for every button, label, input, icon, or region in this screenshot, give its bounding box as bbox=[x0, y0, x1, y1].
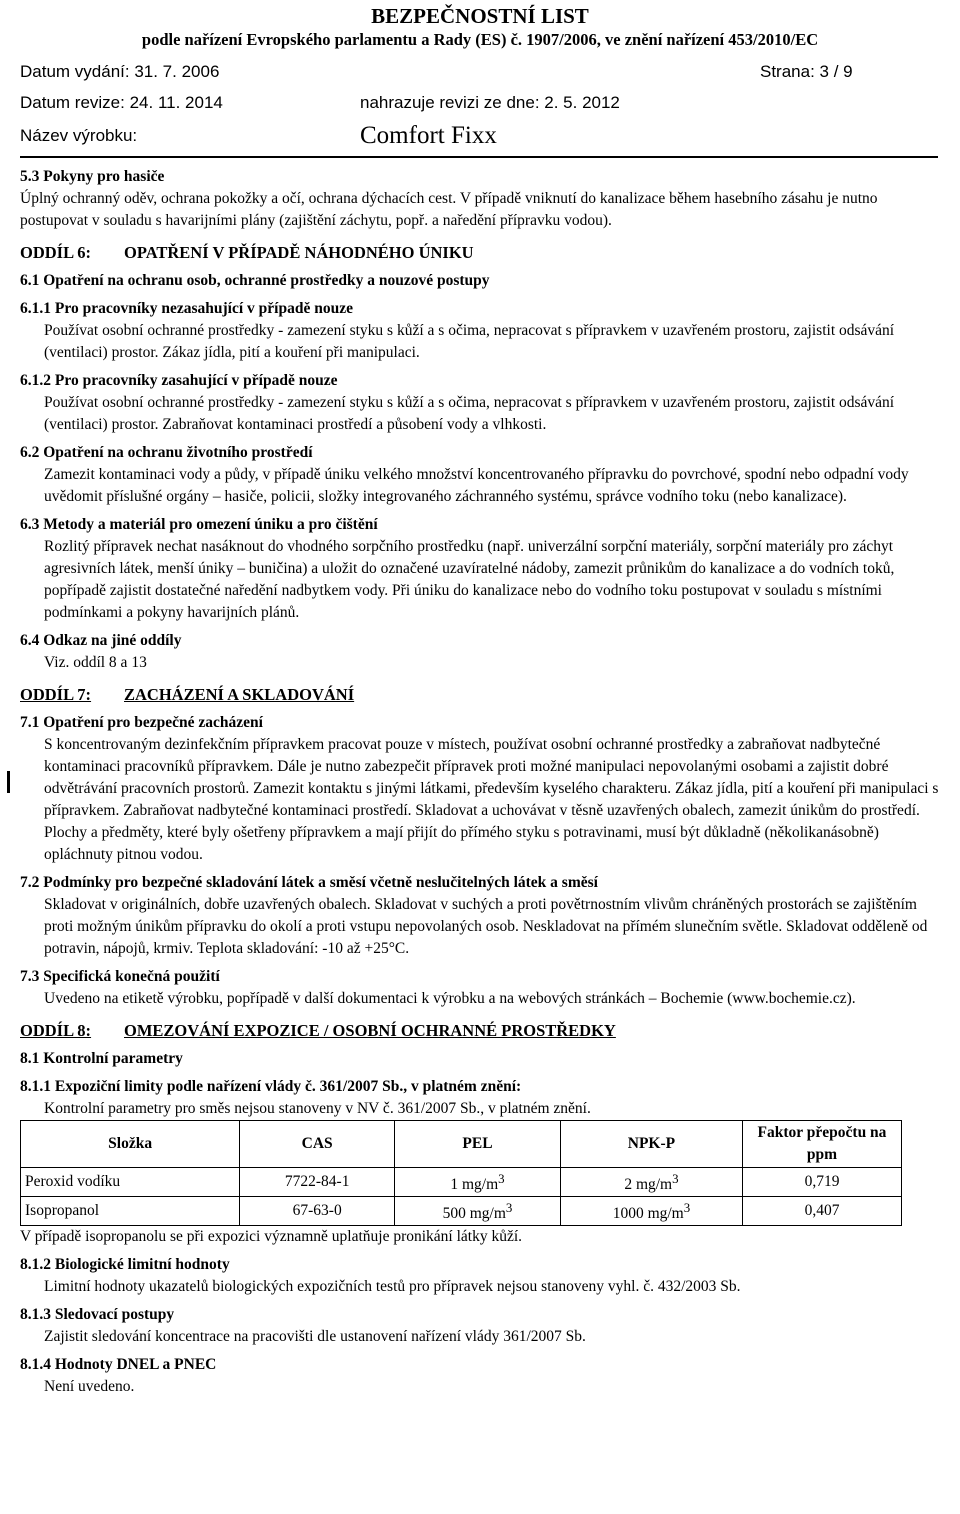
table-header: NPK-P bbox=[560, 1121, 742, 1168]
document-subtitle: podle nařízení Evropského parlamentu a Rady (ES) č. 1907/2006, ve znění nařízení 453/2010/EC bbox=[141, 30, 819, 49]
section-8-1-1-heading: 8.1.1 Expoziční limity podle nařízení vlády č. 361/2007 Sb., v platném znění: bbox=[20, 1078, 522, 1095]
table-cell: 67-63-0 bbox=[240, 1197, 395, 1226]
section-8-1-2-heading: 8.1.2 Biologické limitní hodnoty bbox=[20, 1256, 230, 1274]
section-5-3-heading: 5.3 Pokyny pro hasiče bbox=[20, 168, 165, 185]
superscript: 3 bbox=[672, 1171, 679, 1186]
table-header-row bbox=[21, 1121, 902, 1168]
superscript: 3 bbox=[498, 1171, 505, 1186]
table-cell: 0,407 bbox=[743, 1197, 902, 1226]
table-cell: 0,719 bbox=[743, 1168, 902, 1197]
table-header: PEL bbox=[395, 1121, 561, 1168]
section-7-1-text: S koncentrovaným dezinfekčním přípravkem pracovat pouze v místech, používat osobní ochranné prostředky a zabraňovat nadbytečné kontaminaci pracovníků přípravkem. Dále je nutno zabezpečit přípravek proti možné manipulaci nepovolanými osobami a zajistit dobré odvětrávání pracovních prostorů. Zamezit kontaktu s jinými látkami, především kyselého charakteru. Zákaz jídla, pití a kouření při manipulaci s přípravkem. Zabraňovat nadbytečné kontaminaci prostředí. Skladovat a uchovávat v těsně uzavřených obalech, zamezit únikům do prostředí. Plochy a předměty, které byly ošetřeny přípravkem a mají přijít do přímého styku s potravinami, musí být důkladně (několikanásobně) opláchnuty pitnou vodou. bbox=[44, 736, 939, 863]
table-cell: Isopropanol bbox=[21, 1197, 240, 1226]
section-8-1-1-text: Kontrolní parametry pro směs nejsou stanoveny v NV č. 361/2007 Sb., v platném znění. bbox=[44, 1100, 591, 1117]
table-row bbox=[21, 1197, 902, 1226]
section-6-2-text: Zamezit kontaminaci vody a půdy, v případě úniku velkého množství koncentrovaného přípravku do povrchové, spodní nebo odpadní vody uvědomit příslušné orgány – hasiče, policii, složky integrovaného záchranného systému, správce vodního toku (nebo kanalizace). bbox=[44, 466, 909, 505]
table-header: CAS bbox=[240, 1121, 395, 1168]
header-divider bbox=[20, 156, 938, 158]
section-6-2-heading: 6.2 Opatření na ochranu životního prostředí bbox=[20, 444, 313, 461]
table-cell: 7722-84-1 bbox=[240, 1168, 395, 1197]
section-8-heading bbox=[20, 1020, 940, 1042]
unit-value: 2 mg/m bbox=[624, 1176, 673, 1194]
section-6-heading bbox=[20, 242, 940, 264]
table-cell bbox=[560, 1168, 742, 1197]
document-title: BEZPEČNOSTNÍ LIST bbox=[371, 4, 589, 28]
table-cell bbox=[395, 1168, 561, 1197]
section-6-4-text: Viz. oddíl 8 a 13 bbox=[44, 654, 147, 671]
unit-value: 1000 mg/m bbox=[612, 1205, 684, 1223]
section-6-3-text: Rozlitý přípravek nechat nasáknout do vhodného sorpčního prostředku (např. univerzální sorpční materiály, sorpční materiály pro záchyt agresivních látek, menší úniky – buničina) a uložit do označené uzavíratelné nádoby, zamezit průnikům do kanalizace a do vodních toků, popřípadě zajistit dostatečné naředění nadbytkem vody. Při úniku do kanalizace nebo do vodního toku postupovat v souladu s místními podmínkami a pokyny havarijních plánů. bbox=[44, 538, 895, 621]
header-row-3 bbox=[20, 122, 935, 152]
section-8-title: OMEZOVÁNÍ EXPOZICE / OSOBNÍ OCHRANNÉ PROSTŘEDKY bbox=[124, 1021, 616, 1040]
section-7-title: ZACHÁZENÍ A SKLADOVÁNÍ bbox=[124, 685, 355, 704]
section-5-3-text: Úplný ochranný oděv, ochrana pokožky a očí, ochrana dýchacích cest. V případě vniknutí do kanalizace během hasebního zásahu je nutno postupovat v souladu s havarijními plány (zajištění záchytu, popř. a naředění přípravku vodou). bbox=[20, 190, 878, 229]
header-row-2 bbox=[20, 93, 935, 119]
section-8-1-2-text: Limitní hodnoty ukazatelů biologických expozičních testů pro přípravek nejsou stanoveny vyhl. č. 432/2003 Sb. bbox=[44, 1278, 741, 1296]
section-7-1-heading: 7.1 Opatření pro bezpečné zacházení bbox=[20, 714, 263, 731]
section-7-2-text: Skladovat v originálních, dobře uzavřených obalech. Skladovat v suchých a proti povětrnostním vlivům chráněných prostorách se zajištěním proti možným únikům přípravku do okolí a proti vstupu nepovolaných osob. Neskladovat na přímém slunečním světle. Skladovat odděleně od potravin, nápojů, krmiv. Teplota skladování: -10 až +25°C. bbox=[44, 896, 928, 957]
table-cell: Peroxid vodíku bbox=[21, 1168, 240, 1197]
issue-date: Datum vydání: 31. 7. 2006 bbox=[20, 62, 220, 81]
table-row bbox=[21, 1168, 902, 1197]
section-6-number: ODDÍL 6: bbox=[20, 243, 92, 262]
header-row-1 bbox=[20, 62, 935, 88]
superscript: 3 bbox=[683, 1200, 691, 1216]
product-name: Comfort Fixx bbox=[360, 122, 497, 149]
section-6-title: OPATŘENÍ V PŘÍPADĚ NÁHODNÉHO ÚNIKU bbox=[124, 243, 474, 262]
table-cell bbox=[395, 1197, 561, 1226]
section-6-1-2-text: Používat osobní ochranné prostředky - zamezení styku s kůží a s očima, nepracovat s přípravkem v uzavřeném prostoru, zajistit odsávání (ventilaci) prostor. Zabraňovat kontaminaci prostředí a působení vody a vlhkosti. bbox=[44, 394, 895, 433]
table-cell bbox=[560, 1197, 742, 1226]
replaces-revision: nahrazuje revizi ze dne: 2. 5. 2012 bbox=[360, 93, 620, 112]
exposure-limits-table bbox=[20, 1120, 902, 1226]
revision-date: Datum revize: 24. 11. 2014 bbox=[20, 93, 223, 112]
section-6-4-heading: 6.4 Odkaz na jiné oddíly bbox=[20, 632, 182, 649]
section-6-1-1-heading: 6.1.1 Pro pracovníky nezasahující v případě nouze bbox=[20, 300, 353, 317]
section-8-1-4-heading: 8.1.4 Hodnoty DNEL a PNEC bbox=[20, 1356, 217, 1374]
table-header: Složka bbox=[21, 1121, 240, 1168]
table-note: V případě isopropanolu se při expozici významně uplatňuje pronikání látky kůží. bbox=[20, 1228, 523, 1246]
section-7-number: ODDÍL 7: bbox=[20, 685, 92, 704]
superscript: 3 bbox=[505, 1200, 513, 1216]
section-8-1-3-heading: 8.1.3 Sledovací postupy bbox=[20, 1306, 175, 1324]
page-number: Strana: 3 / 9 bbox=[760, 62, 853, 81]
section-6-3-heading: 6.3 Metody a materiál pro omezení úniku a pro čištění bbox=[20, 516, 378, 533]
section-8-1-heading: 8.1 Kontrolní parametry bbox=[20, 1050, 183, 1067]
product-label: Název výrobku: bbox=[20, 126, 138, 145]
revision-change-bar bbox=[7, 771, 10, 793]
document-body bbox=[20, 166, 940, 1398]
table-header: Faktor přepočtu na ppm bbox=[743, 1121, 902, 1168]
section-8-number: ODDÍL 8: bbox=[20, 1021, 92, 1040]
section-8-1-3-text: Zajistit sledování koncentrace na pracovišti dle ustanovení nařízení vlády 361/2007 Sb. bbox=[44, 1328, 586, 1346]
section-6-1-2-heading: 6.1.2 Pro pracovníky zasahující v případě nouze bbox=[20, 372, 338, 389]
section-7-3-text: Uvedeno na etiketě výrobku, popřípadě v další dokumentaci k výrobku a na webových stránkách – Bochemie (www.bochemie.cz). bbox=[44, 990, 856, 1007]
section-7-heading bbox=[20, 684, 940, 706]
section-8-1-4-text: Není uvedeno. bbox=[44, 1378, 135, 1396]
section-6-1-heading: 6.1 Opatření na ochranu osob, ochranné prostředky a nouzové postupy bbox=[20, 272, 490, 289]
section-6-1-1-text: Používat osobní ochranné prostředky - zamezení styku s kůží a s očima, nepracovat s přípravkem v uzavřeném prostoru, zajistit odsávání (ventilaci) prostor. Zákaz jídla, pití a kouření při manipulaci. bbox=[44, 322, 895, 361]
unit-value: 1 mg/m bbox=[450, 1176, 499, 1194]
section-7-2-heading: 7.2 Podmínky pro bezpečné skladování látek a směsí včetně neslučitelných látek a směsí bbox=[20, 874, 598, 891]
section-7-3-heading: 7.3 Specifická konečná použití bbox=[20, 968, 220, 985]
unit-value: 500 mg/m bbox=[442, 1205, 506, 1223]
